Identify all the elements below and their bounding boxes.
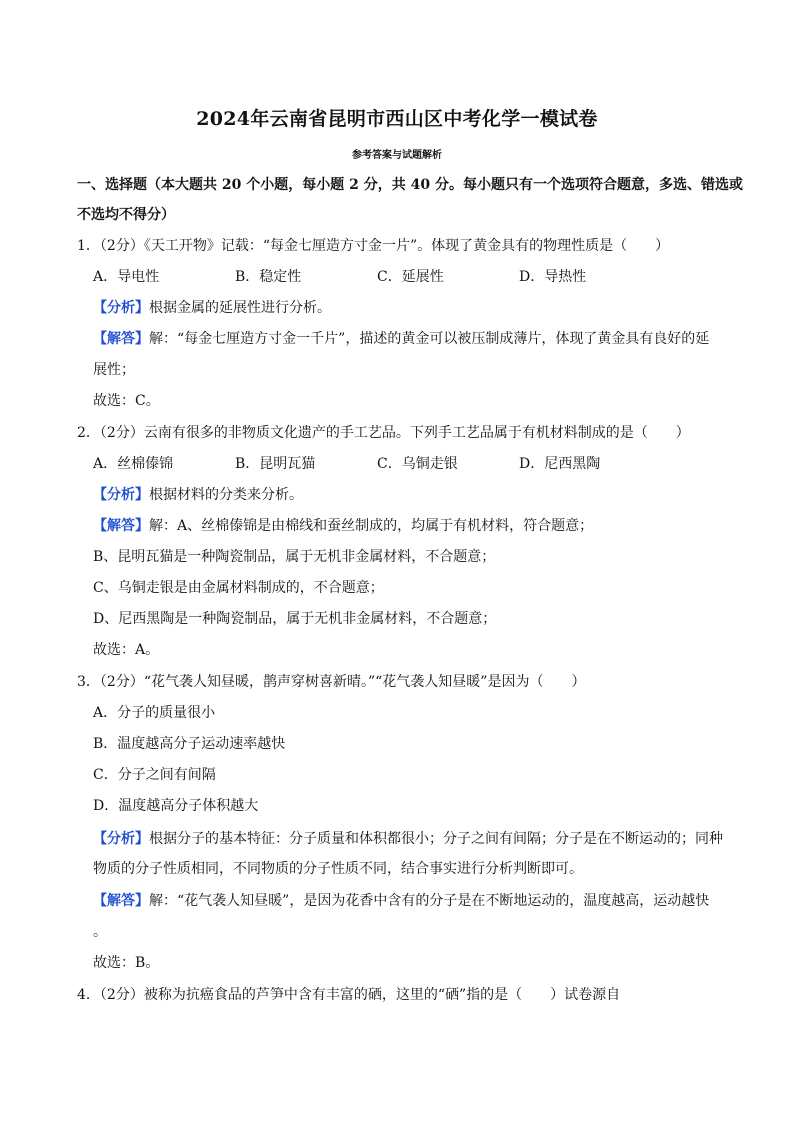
page-title: 2024年云南省昆明市西山区中考化学一模试卷 bbox=[196, 108, 598, 130]
question-3-analysis-cont: 物质的分子性质相同，不同物质的分子性质不同，结合事实进行分析判断即可。 bbox=[93, 861, 583, 877]
question-3-option-a: A．分子的质量很小 bbox=[93, 705, 216, 721]
answer-text: 解：A、丝棉傣锦是由棉线和蚕丝制成的，均属于有机材料，符合题意； bbox=[149, 518, 594, 534]
answer-text: 解：“每金七厘造方寸金一千片”，描述的黄金可以被压制成薄片，体现了黄金具有良好的延 bbox=[149, 331, 710, 347]
question-1-answer-cont: 展性； bbox=[93, 362, 135, 378]
analysis-tag: 【分析】 bbox=[93, 831, 149, 847]
question-2-answer-b: B、昆明瓦猫是一种陶瓷制品，属于无机非金属材料，不合题意； bbox=[93, 549, 496, 565]
question-4-stem: 4．（2分）被称为抗癌食品的芦笋中含有丰富的硒，这里的“硒”指的是（ ）试卷源自 bbox=[77, 987, 621, 1003]
question-2-answer bbox=[93, 516, 743, 536]
analysis-text: 根据材料的分类来分析。 bbox=[149, 487, 303, 503]
option-c: C．延展性 bbox=[377, 269, 444, 285]
analysis-text: 根据金属的延展性进行分析。 bbox=[149, 300, 331, 316]
question-3-option-d: D．温度越高分子体积越大 bbox=[93, 798, 259, 814]
question-3-analysis bbox=[93, 829, 743, 849]
question-1-answer bbox=[93, 329, 743, 349]
question-3-answer bbox=[93, 891, 743, 911]
option-a: A．导电性 bbox=[93, 269, 160, 285]
question-3-option-c: C．分子之间有间隔 bbox=[93, 767, 216, 783]
question-3-stem: 3．（2分）“花气袭人知昼暖，鹊声穿树喜新晴。”“花气袭人知昼暖”是因为（ ） bbox=[77, 674, 586, 690]
question-3-choice: 故选：B。 bbox=[93, 955, 160, 971]
option-c: C．乌铜走银 bbox=[377, 456, 458, 472]
question-2-answer-d: D、尼西黑陶是一种陶瓷制品，属于无机非金属材料，不合题意； bbox=[93, 611, 497, 627]
answer-tag: 【解答】 bbox=[93, 331, 149, 347]
question-2-options bbox=[93, 454, 743, 474]
question-2-analysis bbox=[93, 485, 743, 505]
question-3-option-b: B．温度越高分子运动速率越快 bbox=[93, 736, 286, 752]
question-1-stem: 1．（2分）《天工开物》记载：“每金七厘造方寸金一片”。体现了黄金具有的物理性质是（ ） bbox=[77, 238, 670, 254]
question-2-choice: 故选：A。 bbox=[93, 642, 160, 658]
option-d: D．尼西黑陶 bbox=[519, 456, 601, 472]
question-2-answer-c: C、乌铜走银是由金属材料制成的，不合题意； bbox=[93, 580, 384, 596]
question-1-analysis bbox=[93, 298, 743, 318]
answer-tag: 【解答】 bbox=[93, 518, 149, 534]
option-a: A．丝棉傣锦 bbox=[93, 456, 174, 472]
question-3-answer-cont: 。 bbox=[93, 924, 107, 940]
option-b: B．稳定性 bbox=[235, 269, 302, 285]
analysis-tag: 【分析】 bbox=[93, 300, 149, 316]
option-d: D．导热性 bbox=[519, 269, 587, 285]
section-heading: 一、选择题（本大题共 20 个小题，每小题 2 分，共 40 分。每小题只有一个选项符合题意，多选、错选或 bbox=[77, 177, 743, 193]
analysis-text: 根据分子的基本特征：分子质量和体积都很小；分子之间有间隔；分子是在不断运动的；同种 bbox=[149, 831, 723, 847]
section-heading-cont: 不选均不得分） bbox=[77, 207, 175, 223]
page-subtitle: 参考答案与试题解析 bbox=[352, 150, 442, 161]
option-b: B．昆明瓦猫 bbox=[235, 456, 316, 472]
question-1-options bbox=[93, 267, 743, 287]
question-1-choice: 故选：C。 bbox=[93, 393, 160, 409]
question-2-stem: 2．（2分）云南有很多的非物质文化遗产的手工艺品。下列手工艺品属于有机材料制成的是（ ） bbox=[77, 425, 690, 441]
answer-tag: 【解答】 bbox=[93, 893, 149, 909]
analysis-tag: 【分析】 bbox=[93, 487, 149, 503]
answer-text: 解：“花气袭人知昼暖”，是因为花香中含有的分子是在不断地运动的，温度越高，运动越快 bbox=[149, 893, 710, 909]
